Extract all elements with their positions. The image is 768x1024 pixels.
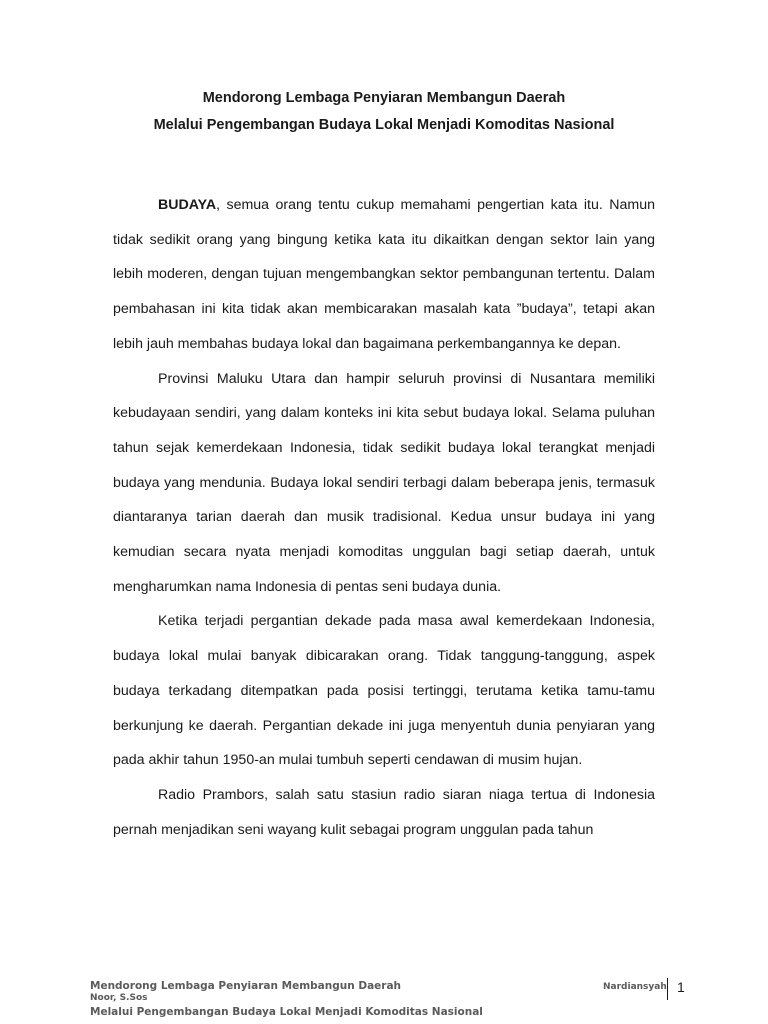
footer-title-line-1: Mendorong Lembaga Penyiaran Membangun Daerah <box>90 980 402 992</box>
paragraph-lead-word: BUDAYA <box>158 197 217 213</box>
paragraph-1 <box>113 188 655 362</box>
footer-divider <box>667 978 668 1000</box>
paragraph-3: Ketika terjadi pergantian dekade pada masa awal kemerdekaan Indonesia, budaya lokal mulai banyak dibicarakan orang. Tidak tanggung-tanggung, aspek budaya terkadang ditempatkan pada posisi tertinggi, terutama ketika tamu-tamu berkunjung ke daerah. Pergantian dekade ini juga menyentuh dunia penyiaran yang pada akhir tahun 1950-an mulai tumbuh seperti cendawan di musim hujan. <box>113 613 655 769</box>
footer-author-suffix: Noor, S.Sos <box>90 993 148 1003</box>
page-footer <box>0 978 768 1024</box>
paragraph-2: Provinsi Maluku Utara dan hampir seluruh provinsi di Nusantara memiliki kebudayaan sendiri, yang dalam konteks ini kita sebut budaya lokal. Selama puluhan tahun sejak kemerdekaan Indonesia, tidak sedikit budaya lokal terangkat menjadi budaya yang mendunia. Budaya lokal sendiri terbagi dalam beberapa jenis, termasuk diantaranya tarian daerah dan musik tradisional. Kedua unsur budaya ini yang kemudian secara nyata menjadi komoditas unggulan bagi setiap daerah, untuk mengharumkan nama Indonesia di pentas seni budaya dunia. <box>113 370 655 595</box>
paragraph-4: Radio Prambors, salah satu stasiun radio siaran niaga tertua di Indonesia pernah menjadikan seni wayang kulit sebagai program unggulan pada tahun <box>113 786 655 838</box>
paragraph-text: , semua orang tentu cukup memahami pengertian kata itu. Namun tidak sedikit orang yang bingung ketika kata itu dikaitkan dengan sektor lain yang lebih moderen, dengan tujuan mengembangkan sektor pembangunan tertentu. Dalam pembahasan ini kita tidak akan membicarakan masalah kata ”budaya”, tetapi akan lebih jauh membahas budaya lokal dan bagaimana perkembangannya ke depan. <box>113 197 655 352</box>
document-title-line-1: Mendorong Lembaga Penyiaran Membangun Daerah <box>202 90 566 106</box>
footer-author: Nardiansyah <box>603 982 667 992</box>
page-number: 1 <box>677 979 685 995</box>
document-body <box>113 188 655 847</box>
document-title-line-2: Melalui Pengembangan Budaya Lokal Menjadi Komoditas Nasional <box>153 117 615 133</box>
footer-title-line-2: Melalui Pengembangan Budaya Lokal Menjadi Komoditas Nasional <box>90 1006 483 1018</box>
